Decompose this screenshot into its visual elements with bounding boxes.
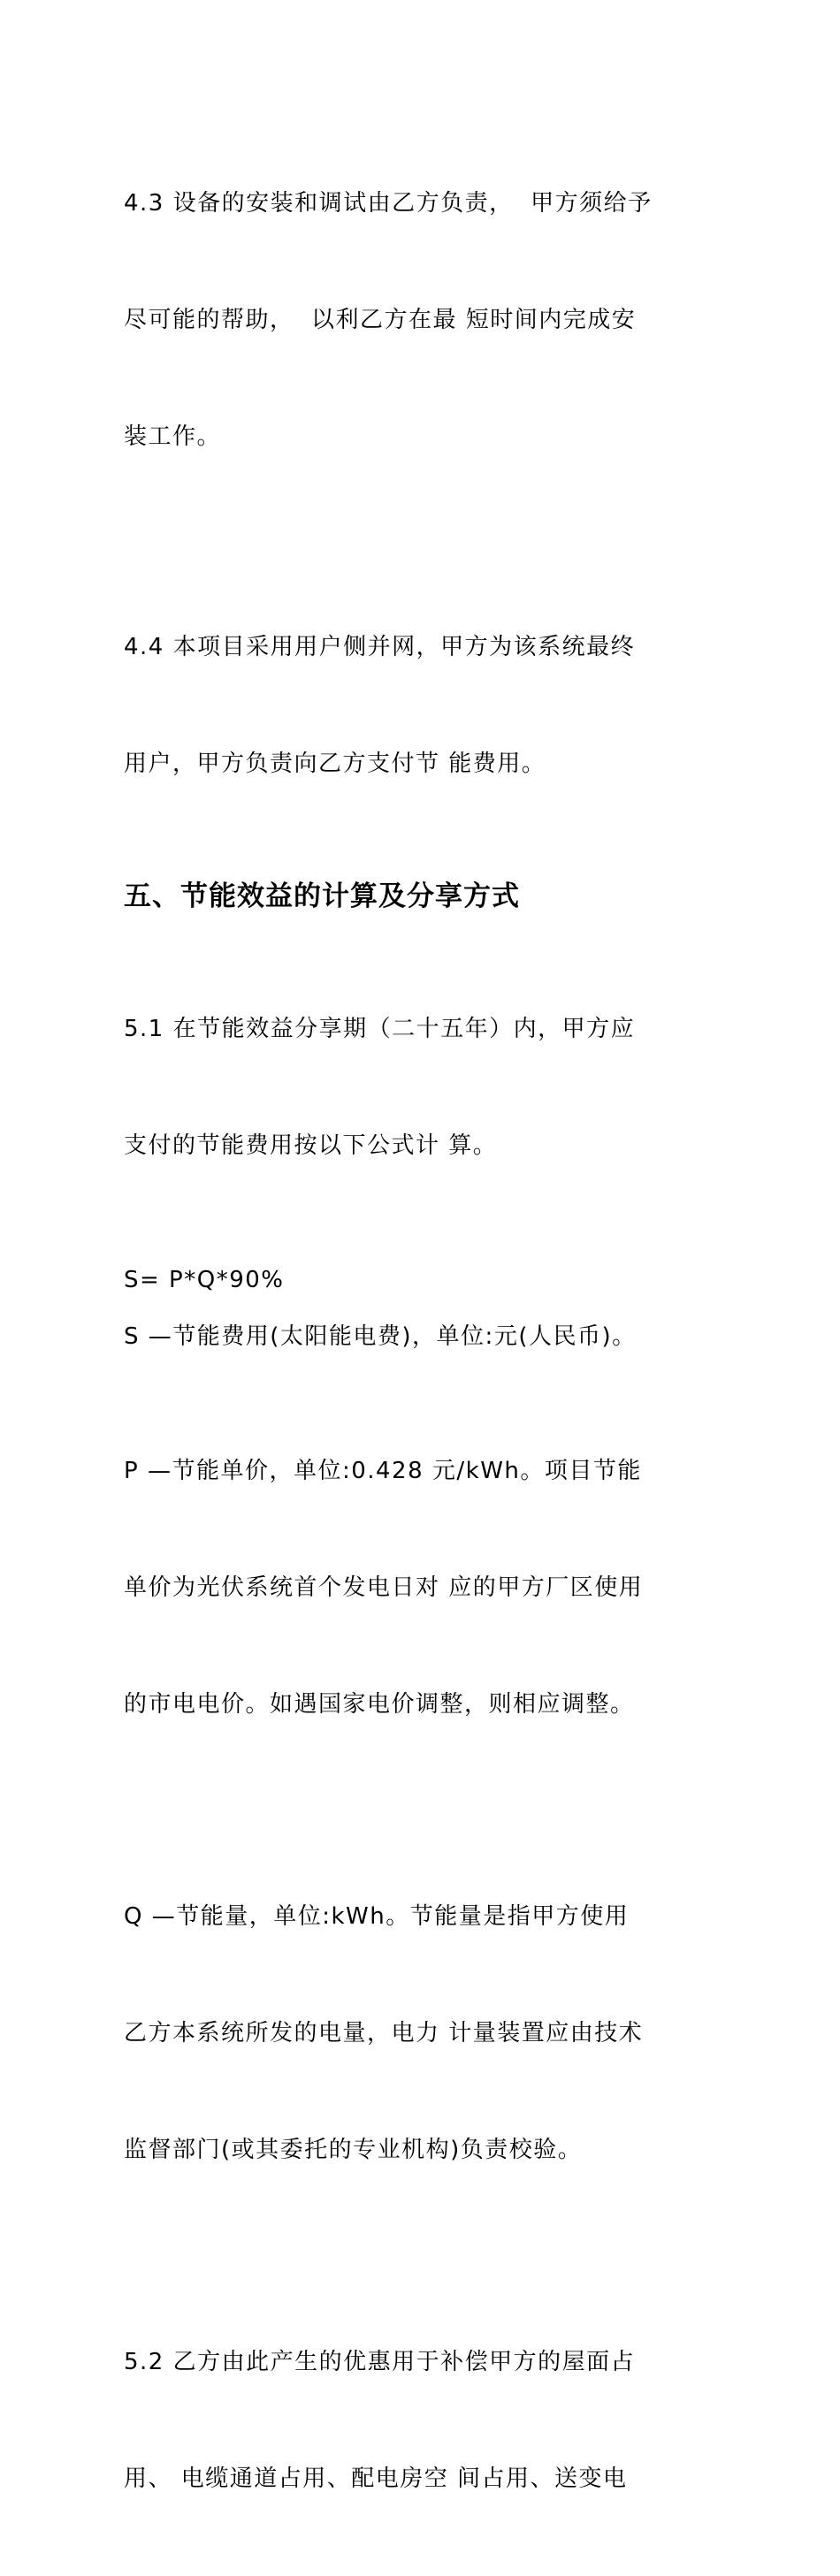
- definition-p-line-3: 的市电电价。如遇国家电价调整，则相应调整。: [124, 1691, 635, 1718]
- clause-5-2-line-1: 5.2 乙方由此产生的优惠用于补偿甲方的屋面占: [124, 2349, 636, 2375]
- document-page: [124, 106, 725, 2576]
- clause-5-1-line-2: 支付的节能费用按以下公式计 算。: [124, 1132, 498, 1159]
- clause-4-3-line-3: 装工作。: [124, 423, 222, 450]
- definition-p-line-2: 单价为光伏系统首个发电日对 应的甲方厂区使用: [124, 1574, 644, 1601]
- definition-q: [124, 1819, 725, 2247]
- clause-5-2: [124, 2265, 725, 2576]
- clause-4-4: [124, 550, 725, 861]
- definition-p: [124, 1374, 725, 1802]
- clause-4-3: [124, 106, 725, 534]
- clause-4-4-line-2: 用户，甲方负责向乙方支付节 能费用。: [124, 751, 546, 777]
- definition-q-line-2: 乙方本系统所发的电量，电力 计量装置应由技术: [124, 2020, 644, 2046]
- definition-q-line-1: Q —节能量，单位:kWh。节能量是指甲方使用: [124, 1903, 630, 1930]
- clause-5-2-line-2: 用、 电缆通道占用、配电房空 间占用、送变电: [124, 2465, 628, 2492]
- clause-5-1: [124, 932, 725, 1243]
- clause-4-3-line-2: 尽可能的帮助， 以利乙方在最 短时间内完成安: [124, 307, 637, 333]
- definition-p-line-1: P —节能单价，单位:0.428 元/kWh。项目节能: [124, 1458, 642, 1484]
- clause-4-3-line-1: 4.3 设备的安装和调试由乙方负责， 甲方须给予: [124, 190, 653, 217]
- section-5-heading: 五、节能效益的计算及分享方式: [124, 880, 520, 912]
- definition-q-line-3: 监督部门(或其委托的专业机构)负责校验。: [124, 2137, 583, 2163]
- clause-5-1-line-1: 5.1 在节能效益分享期（二十五年）内，甲方应: [124, 1016, 636, 1042]
- clause-4-4-line-1: 4.4 本项目采用用户侧并网，甲方为该系统最终: [124, 634, 636, 660]
- definition-s: S —节能费用(太阳能电费)，单位:元(人民币)。: [124, 1323, 637, 1350]
- formula: S= P*Q*90%: [124, 1267, 285, 1293]
